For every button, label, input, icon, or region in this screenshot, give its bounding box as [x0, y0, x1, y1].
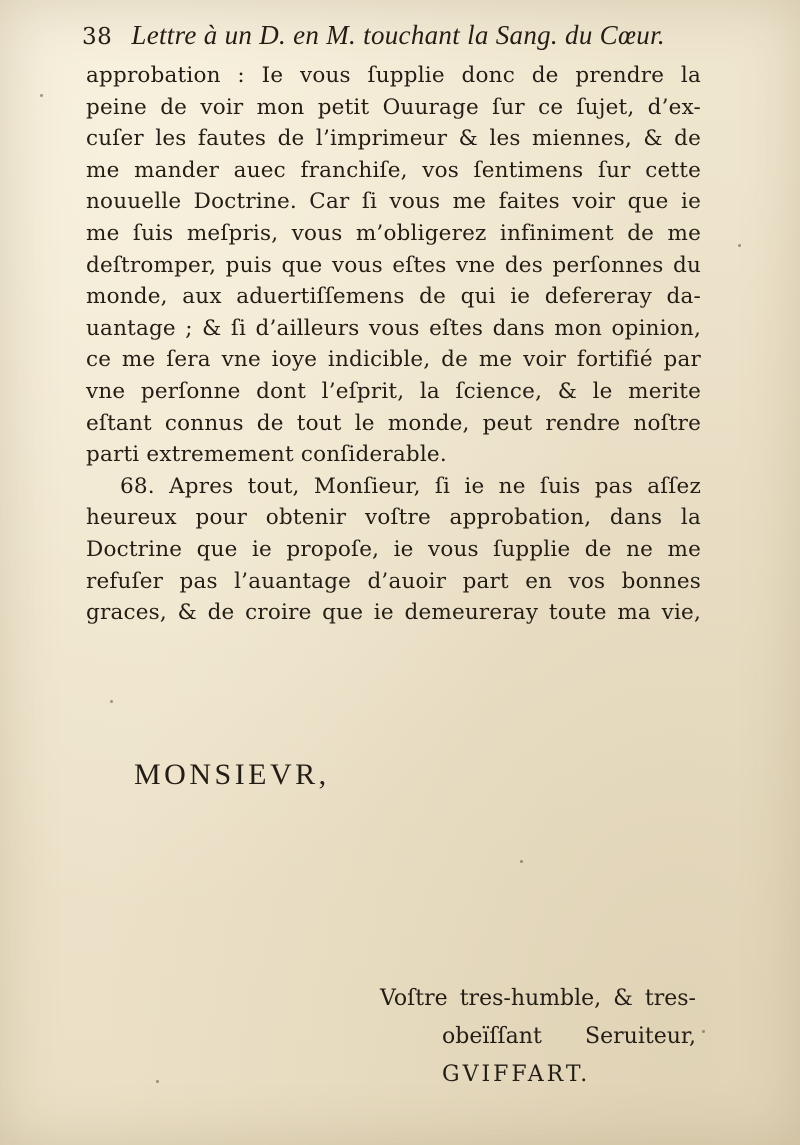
body-line: cuſer les fautes de l’imprimeur & les miennes, & de [86, 126, 701, 152]
running-title: Lettre à un D. en M. touchant la Sang. du Cœur. [131, 20, 665, 50]
paragraph-end-line: parti extremement conſiderable. [86, 442, 447, 468]
body-line: approbation : Ie vous ſupplie donc de prendre la [86, 63, 701, 88]
body-line: peine de voir mon petit Ouurage ſur ce ſujet, d’ex- [86, 94, 701, 120]
paper-speck [110, 700, 113, 703]
body-line: me ſuis meſpris, vous m’obligerez infiniment de me [86, 220, 701, 246]
body-line: uantage ; & ſi d’ailleurs vous eſtes dans mon opinion, [86, 315, 701, 341]
body-line: refuſer pas l’auantage d’auoir part en vos bonnes [86, 568, 701, 594]
paper-speck [702, 1030, 705, 1033]
paper-speck [520, 860, 523, 863]
body-line: nouuelle Doctrine. Car ſi vous me faites voir que ie [86, 189, 701, 215]
body-line: graces, & de croire que ie demeureray toute ma vie, [86, 600, 701, 626]
body-line: deſtromper, puis que vous eſtes vne des perſonnes du [86, 252, 701, 278]
paragraph-start-line: 68. Apres tout, Monſieur, ſi ie ne ſuis pas aſſez [120, 473, 701, 499]
body-line: me mander auec franchiſe, vos ſentimens ſur cette [86, 157, 701, 183]
running-head [82, 20, 722, 56]
body-line: monde, aux aduertiſſemens de qui ie defereray da- [86, 284, 701, 310]
paper-speck [738, 244, 741, 247]
closing-line: obeïſſant Seruiteur, [442, 1024, 696, 1049]
paper-speck [40, 94, 43, 97]
salutation: MONSIEVR, [134, 758, 330, 791]
paper-speck [156, 1080, 159, 1083]
closing-block [380, 980, 696, 1094]
body-line: vne perſonne dont l’eſprit, la ſcience, & le merite [86, 378, 701, 404]
letter-body [86, 60, 701, 629]
body-line: heureux pour obtenir voſtre approbation, dans la [86, 505, 701, 531]
closing-line: Voſtre tres-humble, & tres- [380, 986, 696, 1011]
signature: GVIFFART. [442, 1062, 591, 1087]
body-line: Doctrine que ie propoſe, ie vous ſupplie de ne me [86, 536, 701, 562]
page-number: 38 [82, 24, 113, 50]
body-line: eſtant connus de tout le monde, peut rendre noſtre [86, 410, 701, 436]
body-line: ce me ſera vne ioye indicible, de me voir fortifié par [86, 347, 701, 373]
